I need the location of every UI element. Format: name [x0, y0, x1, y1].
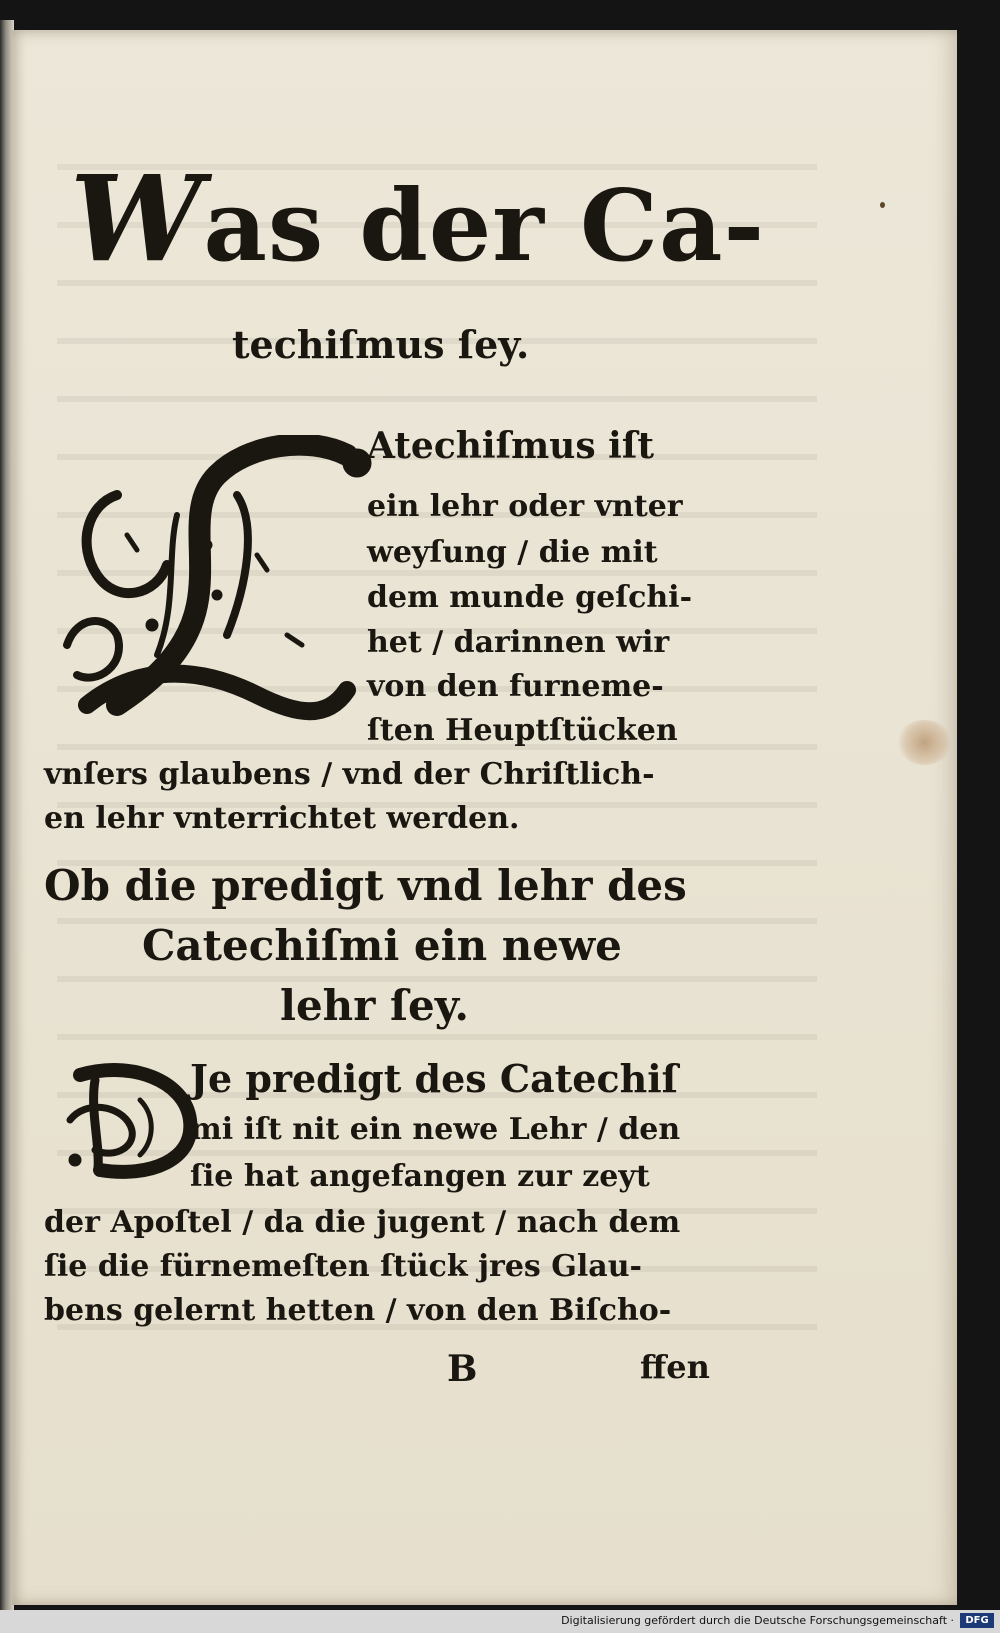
text-line: het / darinnen wir: [367, 625, 670, 660]
section-heading: lehr ſey.: [280, 981, 469, 1030]
text-line: weyſung / die mit: [367, 535, 658, 570]
title-initial: W: [70, 149, 204, 288]
text-line: Je predigt des Catechiſ: [190, 1056, 679, 1101]
text-line: en lehr vnterrichtet werden.: [44, 801, 520, 836]
scan-footer-credit: Digitalisierung gefördert durch die Deutsche Forschungsgemeinschaft ·: [561, 1614, 954, 1627]
section-heading: Ob die predigt vnd lehr des: [44, 861, 687, 910]
ornamental-initial-D: [60, 1060, 200, 1180]
text-line: der Apoſtel / da die jugent / nach dem: [44, 1205, 681, 1240]
book-page: [12, 30, 957, 1605]
ornamental-initial-L: [57, 435, 377, 735]
page-title: [70, 149, 770, 288]
text-line: mi iſt nit ein newe Lehr / den: [190, 1112, 681, 1147]
text-line: dem munde geſchi-: [367, 580, 693, 615]
text-line: von den furneme-: [367, 669, 664, 704]
text-line: ſie hat angefangen zur zeyt: [190, 1159, 650, 1194]
title-rest: as der Ca-: [203, 169, 766, 284]
text-line: ſten Heuptſtücken: [367, 713, 678, 748]
catchword: ffen: [640, 1348, 710, 1386]
signature-mark: B: [447, 1348, 478, 1390]
paper-stain: [897, 720, 952, 765]
text-line: ſie die fürnemeſten ſtück jres Glau-: [44, 1249, 642, 1284]
page-subtitle: techiſmus ſey.: [232, 322, 530, 367]
text-line: bens gelernt hetten / von den Biſcho-: [44, 1293, 672, 1328]
dfg-logo: DFG: [960, 1613, 994, 1628]
text-line: ein lehr oder vnter: [367, 489, 683, 524]
section-heading: Catechiſmi ein newe: [142, 921, 622, 970]
ink-speck: [880, 202, 885, 208]
text-line: Atechiſmus iſt: [367, 425, 654, 467]
text-line: vnſers glaubens / vnd der Chriſtlich-: [44, 757, 655, 792]
